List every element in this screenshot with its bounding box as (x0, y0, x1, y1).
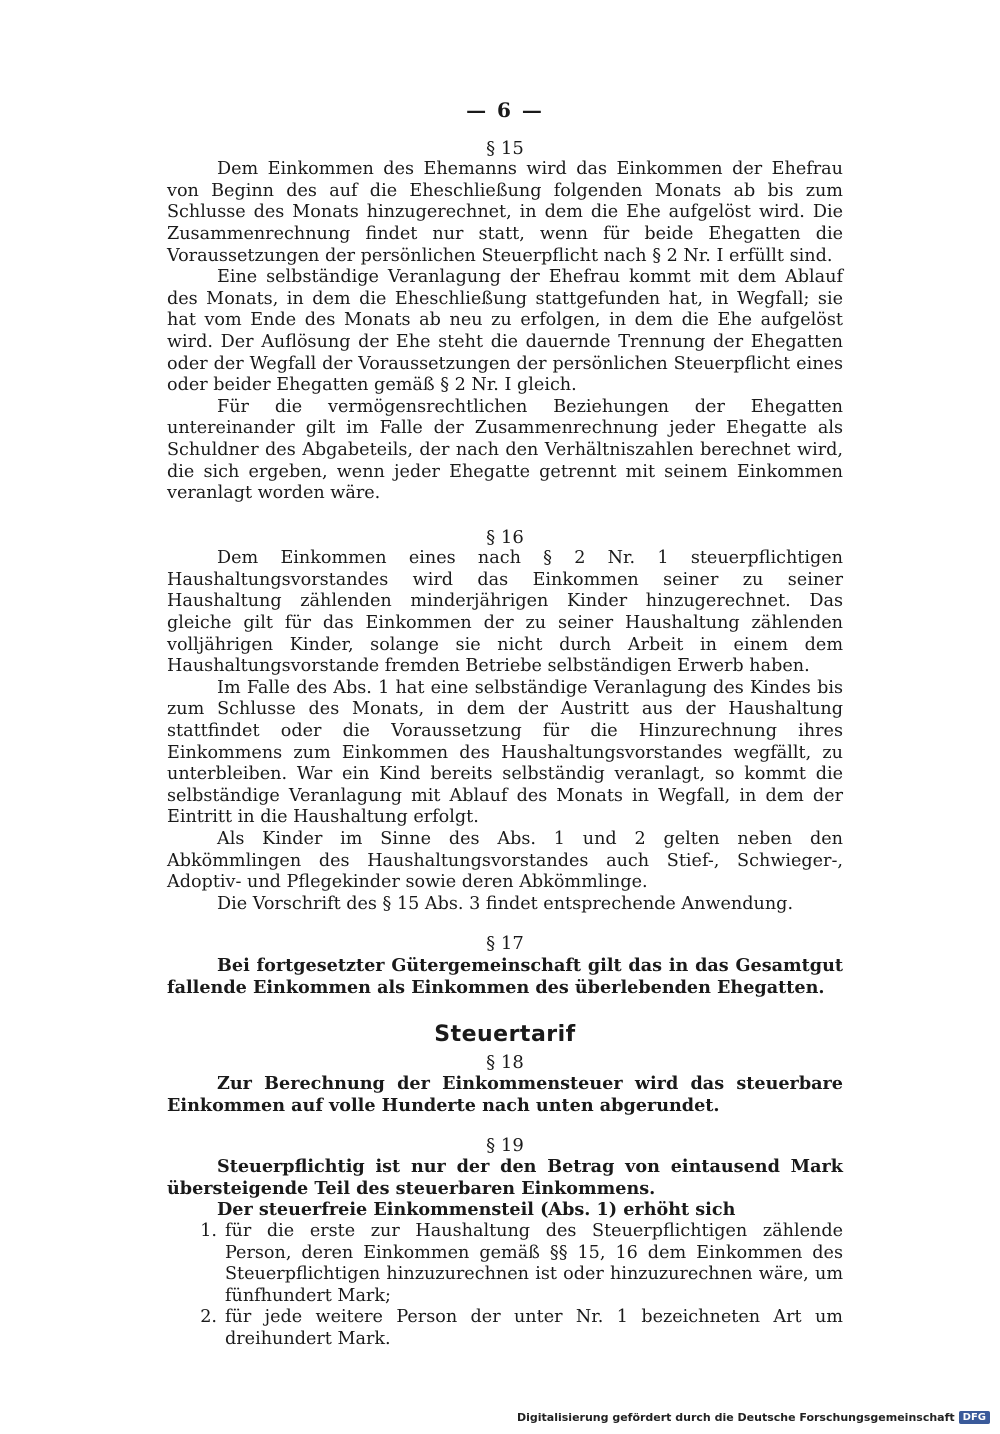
paragraph: Die Vorschrift des § 15 Abs. 3 findet entsprechende Anwendung. (217, 893, 794, 914)
section-19 (167, 1135, 843, 1351)
paragraph: Dem Einkommen des Ehemanns wird das Einkommen der Ehefrau von Beginn des auf die Eheschließung folgenden Monats ab bis zum Schlusse des Monats hinzugerechnet, in dem die Ehe aufgelöst wird. Die Zusammenrechnung findet nur statt, wenn für beide Ehegatten die Voraussetzungen der persönlichen Steuerpflicht nach § 2 Nr. I erfüllt sind. (167, 159, 843, 266)
section-title: § 15 (486, 137, 524, 159)
section-17 (167, 933, 843, 998)
paragraph: Bei fortgesetzter Gütergemeinschaft gilt das in das Gesamtgut fallende Einkommen als Einkommen des überlebenden Ehegatten. (167, 954, 843, 998)
section-18 (167, 1052, 843, 1117)
item-number: 2. (200, 1307, 217, 1328)
section-title: § 18 (486, 1051, 524, 1073)
digitization-credit (517, 1411, 990, 1424)
paragraph: Für die vermögensrechtlichen Beziehungen der Ehegatten untereinander gilt im Falle der Zusammenrechnung jeder Ehegatte als Schuldner des Abgabeteils, der nach den Verhältniszahlen berechnet wird, die sich ergeben, wenn jeder Ehegatte getrennt mit seinem Einkommen veranlagt worden wäre. (167, 396, 843, 504)
paragraph: Im Falle des Abs. 1 hat eine selbständige Veranlagung des Kindes bis zum Schlusse des Monats, in dem der Austritt aus der Haushaltung stattfindet oder die Voraussetzung für die Hinzurechnung ihres Einkommens zum Einkommen des Haushaltungsvorstandes wegfällt, zu unterbleiben. War ein Kind bereits selbständig veranlagt, so kommt die selbständige Veranlagung mit Ablauf des Monats in Wegfall, in dem der Eintritt in die Haushaltung erfolgt. (167, 677, 843, 828)
section-15 (167, 138, 843, 505)
section-16 (167, 527, 843, 916)
paragraph: Eine selbständige Veranlagung der Ehefrau kommt mit dem Ablauf des Monats, in dem die Eheschließung stattgefunden hat, in Wegfall; sie hat vom Ende des Monats ab neu zu erfolgen, in dem die Ehe aufgelöst wird. Der Auflösung der Ehe steht die dauernde Trennung der Ehegatten oder der Wegfall der Voraussetzungen der persönlichen Steuerpflicht eines oder beider Ehegatten gemäß § 2 Nr. I gleich. (167, 267, 843, 396)
item-text: für die erste zur Haushaltung des Steuerpflichtigen zählende Person, deren Einkommen gemäß §§ 15, 16 dem Einkommen des Steuerpflichtigen hinzuzurechnen ist oder hinzuzurechnen wäre, um fünfhundert Mark; (225, 1220, 843, 1306)
section-title: § 19 (486, 1134, 524, 1156)
dfg-logo: DFG (959, 1411, 990, 1424)
paragraph: Der steuerfreie Einkommensteil (Abs. 1) erhöht sich (217, 1199, 736, 1221)
document-page (167, 100, 843, 1350)
list-item (167, 1221, 843, 1307)
paragraph: Zur Berechnung der Einkommensteuer wird das steuerbare Einkommen auf volle Hunderte nach unten abgerundet. (167, 1073, 843, 1116)
chapter-heading: Steuertarif (434, 1022, 576, 1048)
item-list (167, 1221, 843, 1351)
credit-text: Digitalisierung gefördert durch die Deutsche Forschungsgemeinschaft (516, 1411, 955, 1424)
item-number: 1. (200, 1220, 217, 1241)
paragraph: Dem Einkommen eines nach § 2 Nr. 1 steuerpflichtigen Haushaltungsvorstandes wird das Einkommen seiner zu seiner Haushaltung zählenden minderjährigen Kinder hinzugerechnet. Das gleiche gilt für das Einkommen der zu seiner Haushaltung zählenden volljährigen Kinder, solange sie nicht durch Arbeit in einem dem Haushaltungsvorstande fremden Betriebe selbständigen Erwerb haben. (167, 548, 843, 677)
item-text: für jede weitere Person der unter Nr. 1 bezeichneten Art um dreihundert Mark. (225, 1307, 843, 1349)
section-title: § 16 (486, 526, 524, 548)
section-title: § 17 (486, 933, 524, 955)
page-number: — 6 — (466, 98, 544, 122)
paragraph: Als Kinder im Sinne des Abs. 1 und 2 gelten neben den Abkömmlingen des Haushaltungsvorstandes auch Stief-, Schwieger-, Adoptiv- und Pflegekinder sowie deren Abkömmlinge. (167, 829, 843, 893)
list-item (167, 1307, 843, 1350)
paragraph: Steuerpflichtig ist nur der den Betrag von eintausend Mark übersteigende Teil des steuerbaren Einkommens. (167, 1156, 843, 1199)
